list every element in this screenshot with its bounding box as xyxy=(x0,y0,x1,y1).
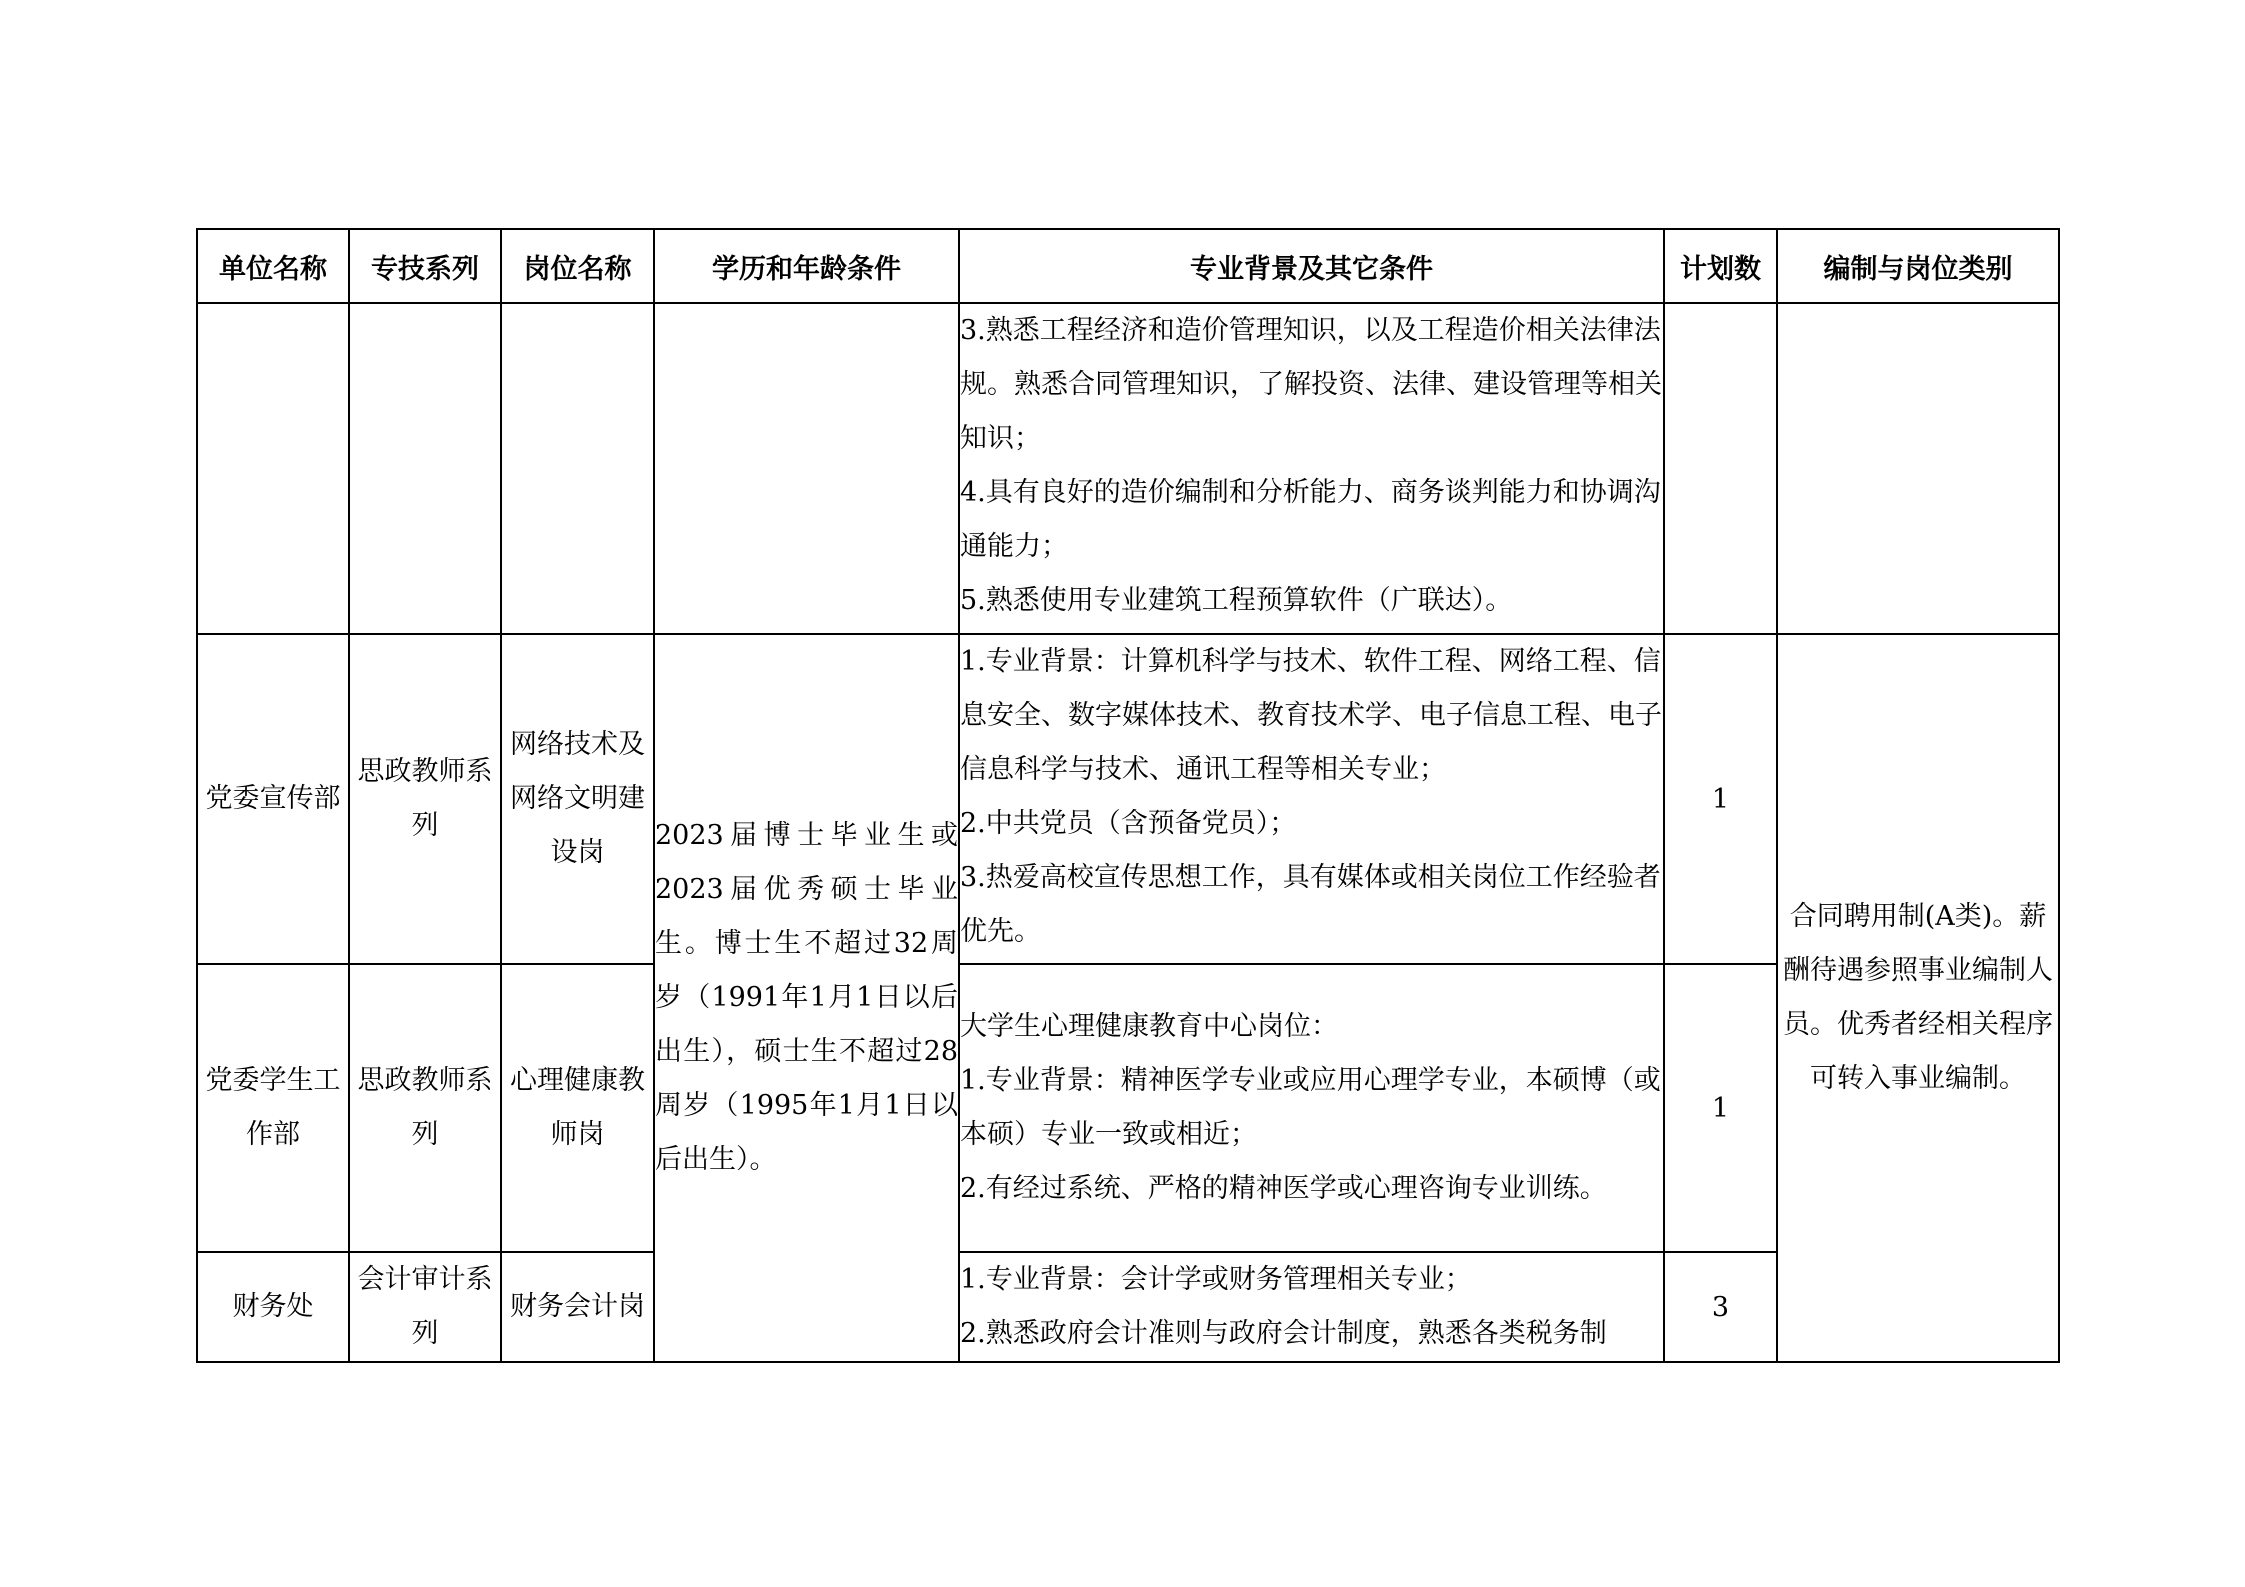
row2-count: 1 xyxy=(1664,964,1777,1252)
background-item: 4.具有良好的造价编制和分析能力、商务谈判能力和协调沟通能力； xyxy=(960,477,1661,562)
header-row xyxy=(197,229,2059,303)
row0-category xyxy=(1777,303,2059,634)
background-item: 2.中共党员（含预备党员）； xyxy=(960,808,1297,839)
row0-count xyxy=(1664,303,1777,634)
header-category: 编制与岗位类别 xyxy=(1777,229,2059,303)
header-unit: 单位名称 xyxy=(197,229,349,303)
background-item: 大学生心理健康教育中心岗位： xyxy=(960,1011,1338,1042)
row0-edu-age xyxy=(654,303,959,634)
background-item: 1.专业背景：计算机科学与技术、软件工程、网络工程、信息安全、数字媒体技术、教育技术学、电子信息工程、电子信息科学与技术、通讯工程等相关专业； xyxy=(960,646,1662,785)
shared-category: 合同聘用制(A类)。薪酬待遇参照事业编制人员。优秀者经相关程序可转入事业编制。 xyxy=(1777,634,2059,1362)
row3-post: 财务会计岗 xyxy=(501,1252,654,1362)
row0-series xyxy=(349,303,501,634)
row0-unit xyxy=(197,303,349,634)
background-item: 5.熟悉使用专业建筑工程预算软件（广联达）。 xyxy=(960,585,1513,616)
row1-unit: 党委宣传部 xyxy=(197,634,349,964)
header-count: 计划数 xyxy=(1664,229,1777,303)
row0-background xyxy=(959,303,1664,634)
background-item: 3.热爱高校宣传思想工作，具有媒体或相关岗位工作经验者优先。 xyxy=(960,862,1661,947)
background-item: 1.专业背景：会计学或财务管理相关专业； xyxy=(960,1264,1472,1295)
header-series: 专技系列 xyxy=(349,229,501,303)
header-post: 岗位名称 xyxy=(501,229,654,303)
background-item: 2.熟悉政府会计准则与政府会计制度，熟悉各类税务制 xyxy=(960,1318,1607,1349)
row0-post xyxy=(501,303,654,634)
header-edu-age: 学历和年龄条件 xyxy=(654,229,959,303)
row3-series: 会计审计系列 xyxy=(349,1252,501,1362)
row1-background xyxy=(959,634,1664,964)
shared-edu-age: 2023届博士毕业生或2023届优秀硕士毕业生。博士生不超过32周岁（1991年1月1日以后出生），硕士生不超过28周岁（1995年1月1日以后出生）。 xyxy=(654,634,959,1362)
background-item: 1.专业背景：精神医学专业或应用心理学专业，本硕博（或本硕）专业一致或相近； xyxy=(960,1065,1661,1150)
row2-post: 心理健康教师岗 xyxy=(501,964,654,1252)
recruitment-table xyxy=(196,228,2060,1363)
background-item: 3.熟悉工程经济和造价管理知识，以及工程造价相关法律法规。熟悉合同管理知识，了解投资、法律、建设管理等相关知识； xyxy=(960,315,1662,454)
table-row xyxy=(197,634,2059,964)
table-row xyxy=(197,303,2059,634)
row2-background xyxy=(959,964,1664,1252)
row3-count: 3 xyxy=(1664,1252,1777,1362)
row1-series: 思政教师系列 xyxy=(349,634,501,964)
row1-post: 网络技术及网络文明建设岗 xyxy=(501,634,654,964)
background-item: 2.有经过系统、严格的精神医学或心理咨询专业训练。 xyxy=(960,1173,1607,1204)
row1-count: 1 xyxy=(1664,634,1777,964)
row3-unit: 财务处 xyxy=(197,1252,349,1362)
row2-unit: 党委学生工作部 xyxy=(197,964,349,1252)
row2-series: 思政教师系列 xyxy=(349,964,501,1252)
header-background: 专业背景及其它条件 xyxy=(959,229,1664,303)
row3-background xyxy=(959,1252,1664,1362)
